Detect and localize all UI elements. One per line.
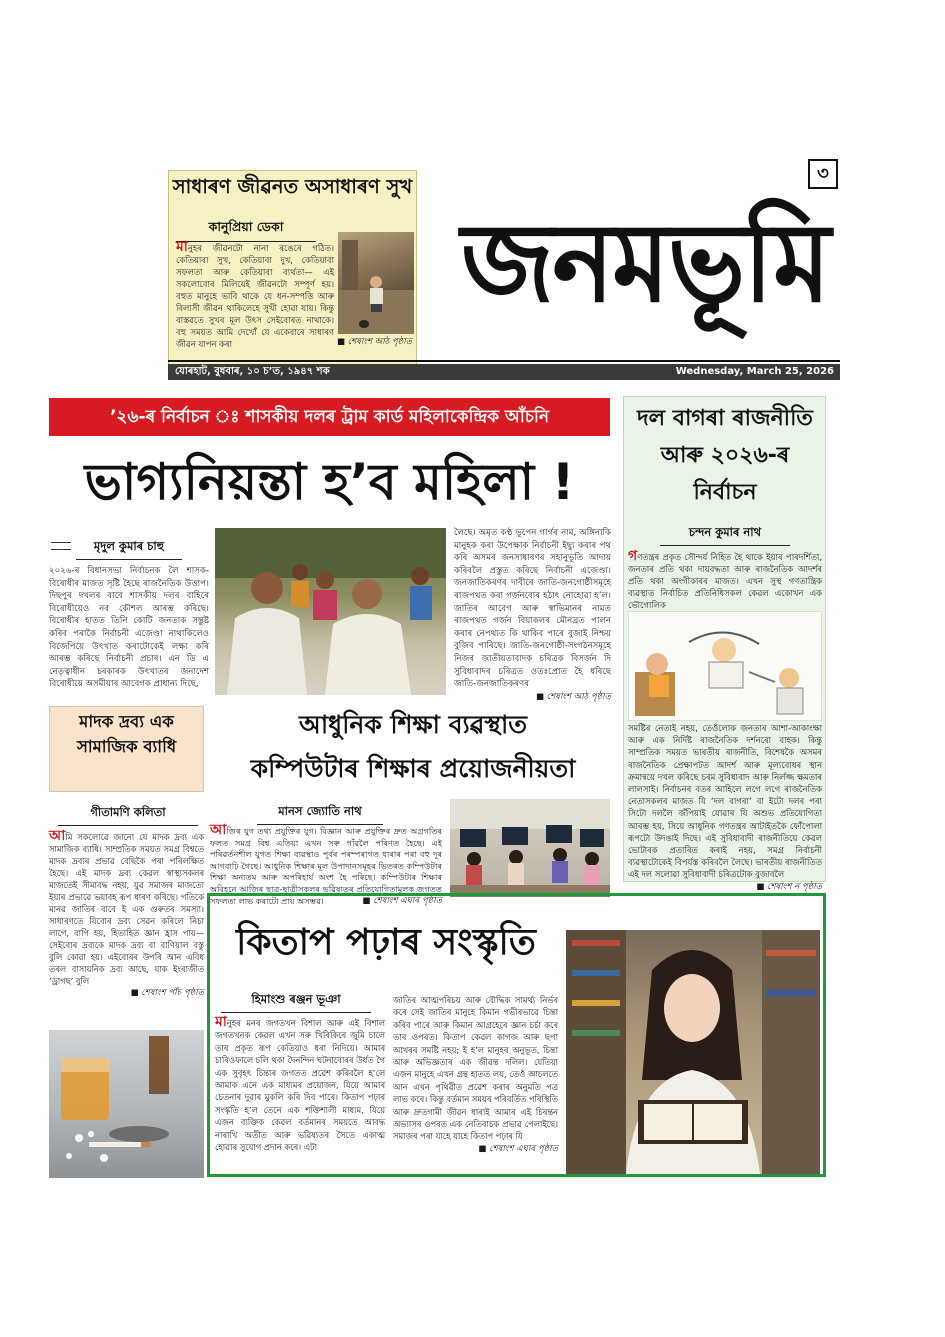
- lead-col1: ২০২৬-ৰ বিধানসভা নিৰ্বাচনক লৈ শাসক-বিৰোধীৰ মাজত সৃষ্টি হৈছে ৰাজনৈতিক উত্তাপ। দিছপুৰ দখলৰ বাবে শাসকীয় দলৰ বাহিৰে বিৰোধীয়েও নব কৌশল আৰম্ভ কৰিছে। বিৰোধীৰ হাতত তিনি কোটি জনতাক সন্তুষ্ট কৰিব পৰাকৈ নিৰ্বাচনী এজেণ্ডা নাথাকিলেও বিজেপিয়ে উৎখাত কৰাটোকেই লক্ষ্য কৰি আৰম্ভ কৰিছে নিৰ্বাচনী প্ৰচাৰ। এন ডি এ নেতৃত্বাধীন চৰকাৰক উৎখাতৰ জনাদেশ বিৰোধীয়ে অসমীয়াৰ আবেগক প্ৰাধান্য দিছে,: [49, 566, 209, 690]
- editorial-body-top: [628, 550, 822, 610]
- masthead-title: জনমভূমি: [461, 198, 829, 327]
- editorial-headline: দল বাগৰা ৰাজনীতি আৰু ২০২৬-ৰ নিৰ্বাচন: [637, 406, 813, 505]
- dateline-left: যোৰহাট, বুধবাৰ, ১০ চ’ত, ১৯৪৭ শক: [175, 366, 330, 377]
- books-col2-text: জাতিৰ আত্মপৰিচয় আৰু বৌদ্ধিক সামৰ্থ্য নিৰ্ভৰ কৰে সেই জাতিৰ মানুহে কিমান গভীৰভাৱে চিন্তা কৰিব পাৰে আৰু কিমান আগ্ৰহেৰে জ্ঞান চৰ্চা কৰে তাৰ ওপৰত। কিতাপ কেৱল কাগজ আৰু ছপা আখৰৰ সমষ্টি নহয়; ই হ’ল মানুহৰ অনুভূত, চিন্তা আৰু অভিজ্ঞতাৰ এক জীৱন্ত দলিল। যেতিয়া এজন মানুহে এখন গ্ৰন্থ হাতত লয়, তেওঁ আচলতে আন এখন পৃথিৱীত প্ৰৱেশ কৰাৰ অনুমতি পত্ৰ লাভ কৰে। কিন্তু বৰ্তমান সময়ৰ পৰিবৰ্তিত পৰিস্থিতি আৰু দ্ৰুতগামী জীৱন ধাৰাই আমাৰ এই চিৰন্তন অভ্যাসৰ ওপৰত এক নেতিবাচক প্ৰভাৱ পেলাইছে। সমাজৰ পৰা যাহে যাহে কিতাপ পঢ়াৰ যি: [393, 995, 558, 1142]
- computer-body-text: জিৰ যুগ তথ্য প্ৰযুক্তিৰ যুগ। বিজ্ঞান আৰু প্ৰযুক্তিৰ দ্ৰুত অগ্ৰগতিৰ ফলত সমগ্ৰ বিশ্ব এতিয়া এখন সৰু গাঁৱলৈ পৰিণত হৈছে। এই পৰিৱৰ্তনশীল যুগত শিক্ষা ব্যৱস্থাও পূৰ্বৰ পৰম্পৰাগত ধাৰাৰ পৰা বহু দূৰ আগবাঢ়ি গৈছে। আধুনিক শিক্ষাৰ মূল উপাদানসমূহৰ ভিতৰত কম্পিউটাৰ শিক্ষা অন্যতম আৰু অপৰিহাৰ্য অংশ হৈ পৰিছে। কম্পিউটাৰ শিক্ষাৰ অবিহনে আজিৰ ছাত্ৰ-ছাত্ৰীসকলৰ ভৱিষ্যতৰ প্ৰতিযোগিতামূলক জগতত সফলতা লাভ কৰাটো প্ৰায় অসম্ভৱ।: [210, 826, 442, 906]
- books-col2: [393, 994, 558, 1172]
- lead-col2: [454, 527, 611, 702]
- editorial-continued: ■ শেষাংশ ন পৃষ্ঠাত: [756, 881, 822, 892]
- books-col1: [215, 1016, 385, 1172]
- drugs-body-text: মি সকলোৱে জানো যে মাদক দ্ৰব্য এক সামাজিক ব্যাধি। সাম্প্ৰতিক সময়ত সমগ্ৰ বিশ্বতে মাদক দ্ৰব্যৰ প্ৰভাৱ বেছিকৈ পৰা পৰিলক্ষিত হৈছে। এই মাদক দ্ৰব্য কেৱল স্বাস্থ্যসকলৰ মাজতেই সীমাবদ্ধ নহয়, যুৱ সমাজৰ মাজতো ইয়াৰ প্ৰভাৱে ভয়াবহ ৰূপ ধাৰণ কৰিছে। গতিকে মানৱ জাতিৰ বাবে ই এক গুৰুতৰ সমস্যা। সাধাৰণতে যিবোৰ দ্ৰব্য সেৱন কৰিলে নিচা লাগে, বাগি হয়, হিতাহিত জ্ঞান হ্ৰাস পায়— সেইবোৰ দ্ৰব্যকে মাদক দ্ৰব্য বা বাণিয়াল বস্তু বুলি কোৱা হয়। এইবোৰৰ উপৰি আন এবিধ তৰল বাসায়নিক দ্ৰব্য আছে, যাক ইংৰাজীত ‘ড্ৰাগছ’ বুলি: [49, 832, 204, 986]
- books-continued: ■ শেষাংশ এঘাৰ পৃষ্ঠাত: [478, 1143, 558, 1154]
- lead-author-rule: [51, 542, 71, 550]
- editorial-body-bottom-text: সমষ্টিৰ নেতাই নহয়, তেওঁলোক জনতাৰ আশা-আকাংক্ষা আৰু এক নিৰ্দিষ্ট ৰাজনৈতিক দৰ্শনৰো বাহক। কিন্তু সাম্প্ৰতিক সময়ত ভাৰতীয় ৰাজনীতি, বিশেষকৈ অসমৰ ৰাজনৈতিক প্ৰেক্ষাপটত আদৰ্শ আৰু মূল্যবোধৰ স্থান ক্ৰমান্বয়ে দখল কৰিছে চৰম সুবিধাবাদ আৰু নিৰ্লজ্জ ক্ষমতাৰ লালসাই। নিৰ্বাচনৰ বতৰ আহিলে লগে লগে ৰাজনৈতিক নেতাসকলৰ মাজত যি ‘দল বাগৰা’ বা ইটো দলৰ পৰা সিটো দললৈ জঁপিয়াই যোৱাৰ যি অশুভ প্ৰতিযোগিতা আৰম্ভ হয়, সিয়ে আধুনিক গণতন্ত্ৰৰ আটাইতকৈ ফোঁপোলা ৰূপটো উদঙাই দিছে। এই সুবিধাবাদী ৰাজনীতিয়ে কেৱল ভোটাৰক প্ৰতাৰিত কৰাই নহয়, সমগ্ৰ নিৰ্বাচনী ব্যৱস্থাটোকেই বিপৰ্যস্ত কৰিবলৈ লৈছে। ভাৰতীয় ৰাজনীতিত এই দল সলোৱা সুবিধাবাদী চৰিত্ৰটোক বুজাবলৈ: [628, 723, 822, 880]
- computer-body: [210, 822, 442, 906]
- lead-col2-text: লৈছে। অমৃত কণ্ঠ ভূপেন গাৰ্গৰ নাম, অঙ্গিনাকি মানুহক কৰা উপেক্ষাক নিৰ্বাচনী ইছ্যু কৰাৰ পথ কৰি অসমৰ জনসাধাৰণৰ সহানুভূতি আদায় কৰিবলৈ প্ৰস্তুত কৰিছে নিৰ্বাচনী এজেণ্ডা। জনজাতিকৰণৰ দাবীৰে জাতি-জনগোষ্ঠীসমূহে ৰাজপথত কৰা গৰ্জনবোৰ হঠাৎ নোহোৱা হ’ল। জাতিৰ আবেগ আৰু স্বাভিমানৰ নামত ৰাজপথত গৰ্জন বিয়াকলৰ মৌনব্ৰত পালন কৰাৰ নেপথ্যত কি থাকিব পাৰে বুজাই নিশ্চয় বুজিব পাৰিছে। জাতি-জনগোষ্ঠী-সংগঠনসমূহে নিজৰ জাতীয়তাবাদক চৰিত্ৰক বিসৰ্জন দি সুবিধাবাদৰ চৰিত্ৰত ওতঃপ্ৰোত হৈ ধৰিছে জাতি-জনজাতিকৰণৰ: [454, 528, 611, 690]
- teaser-body: [176, 239, 334, 349]
- drugs-headline: মাদক দ্ৰব্য এক সামাজিক ব্যাধি: [76, 712, 177, 756]
- lead-continued: ■ শেষাংশ আঠ পৃষ্ঠাত: [535, 691, 611, 702]
- teaser-drop-cap: মা: [176, 239, 188, 255]
- editorial-author: চন্দন কুমাৰ নাথ: [660, 524, 790, 546]
- editorial-drop-cap: গ: [628, 548, 638, 564]
- computer-headline-1: আধুনিক শিক্ষা ব্যৱস্থাত: [299, 710, 527, 739]
- drugs-drop-cap: আ: [49, 828, 66, 844]
- computer-drop-cap: আ: [210, 822, 227, 838]
- computer-continued: ■ শেষাংশ এঘাৰ পৃষ্ঠাত: [362, 895, 442, 906]
- editorial-body-top-text: ণতন্ত্ৰৰ প্ৰকৃত সৌন্দৰ্য নিহিত হৈ থাকে ইয়াৰ পাৰদৰ্শিতা, জনতাৰ প্ৰতি থকা দায়বদ্ধতা আৰু ৰাজনৈতিক আদৰ্শৰ প্ৰতি থকা অংগীকাৰৰ মাজত। এখন সুস্থ গণতান্ত্ৰিক ব্যৱস্থাত নিৰ্বাচিত প্ৰতিনিধিসকল কেৱল একোখন এক ভৌগোলিক: [628, 552, 822, 610]
- teaser-body-text: নুহৰ জীৱনটো নানা ৰঙেৰে গঠিত। কেতিয়াবা সুখ, কেতিয়াবা দুখ, কেতিয়াবা সফলতা আৰু কেতিয়াবা ব্যৰ্থতা— এই সকলোবোৰ মিলিয়েই জীৱনটো সম্পূৰ্ণ হয়। বহুত মানুহে ভাবি থাকে যে ধন-সম্পত্তি আৰু বিলাসী জীৱন থাকিলেহে সুখী হোৱা যায়। কিন্তু বাস্তৱতে সুখৰ মূল উৎস সেইবোৰত নাথাকে। বহু সময়ত আমি দেখোঁ যে একেবাৰে সাধাৰণ জীৱন যাপন কৰা: [176, 243, 334, 349]
- teaser-headline: সাধাৰণ জীৱনত অসাধাৰণ সুখ: [172, 175, 413, 198]
- drugs-photo: [49, 1030, 204, 1178]
- editorial-cartoon: [628, 611, 822, 721]
- drugs-continued: ■ শেষাংশ পাঁচ পৃষ্ঠাত: [130, 988, 204, 998]
- computer-author: মানস জ্যোতি নাথ: [257, 803, 383, 825]
- computer-photo: [450, 799, 610, 897]
- page-number: ৩: [808, 159, 838, 189]
- lead-photo: [215, 528, 446, 695]
- books-col1-text: নুহৰ মনৰ জগতখন বিশাল আৰু এই বিশাল জগতখনক কেৱল এখন সৰু খিৰিকিৰে জুমি চালে তাৰ প্ৰকৃত ৰূপ কেতিয়াও ধৰা নিদিয়ে। আমাৰ চাৰিওফালে চলি থকা দৈনন্দিন ঘটনাবোৰৰ উৰ্ধত গৈ এক সুবৃহৎ চিন্তাৰ জগতত প্ৰৱেশ কৰিবলৈ হ’লে আমাক এনে এক মাধ্যমৰ প্ৰয়োজন, যিয়ে আমাৰ চেতনাৰ দুৱাৰ মুকলি কৰি দিব পাৰে। কিতাপ পঢ়াৰ সংস্কৃতি হ’ল তেনে এক শক্তিশালী মাধ্যম, যিয়ে এজন ব্যক্তিক কেৱল বৰ্তমানৰ সময়তে আবদ্ধ নাৰাখি অতীত আৰু ভৱিষ্যতৰ সৈতে একাত্ম হোৱাৰ সুযোগ প্ৰদান কৰে। এটা: [215, 1018, 385, 1153]
- computer-headline-2: কম্পিউটাৰ শিক্ষাৰ প্ৰয়োজনীয়তা: [250, 754, 576, 783]
- books-photo: [566, 930, 820, 1174]
- books-headline: কিতাপ পঢ়াৰ সংস্কৃতি: [236, 922, 536, 963]
- dateline-right: Wednesday, March 25, 2026: [675, 366, 834, 377]
- drugs-body: [49, 830, 204, 1000]
- lead-author: মৃদুল কুমাৰ চাহু: [76, 538, 182, 560]
- drugs-author: গীতামণি কলিতা: [58, 804, 198, 826]
- teaser-continued: ■ শেষাংশ আঠ পৃষ্ঠাত: [336, 337, 412, 347]
- teaser-photo: [338, 232, 414, 334]
- books-drop-cap: মা: [215, 1014, 227, 1030]
- teaser-author: কানুপ্ৰিয়া ডেকা: [176, 219, 316, 242]
- editorial-body-bottom: [628, 722, 822, 892]
- books-author: হিমাংশু ৰঞ্জন ভূঞা: [221, 991, 371, 1013]
- lead-headline: ভাগ্যনিয়ন্তা হ’ব মহিলা !: [84, 453, 575, 511]
- dateline-rule-top: [168, 360, 840, 362]
- lead-kicker: ’২৬-ৰ নিৰ্বাচন ঃ শাসকীয় দলৰ ট্ৰাম কাৰ্ড মহিলাকেন্দ্ৰিক আঁচনি: [49, 398, 610, 436]
